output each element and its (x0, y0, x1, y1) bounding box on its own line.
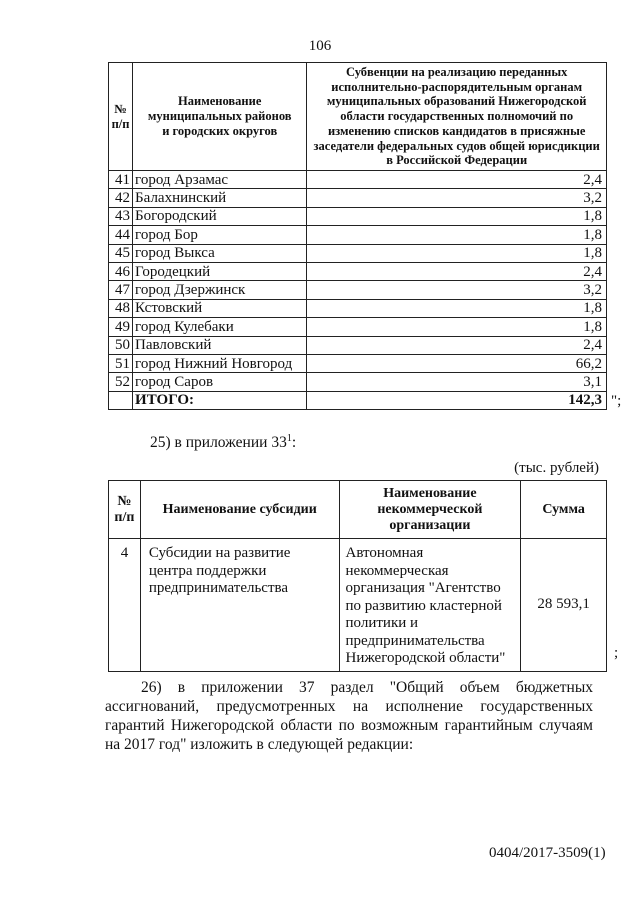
header-num: № п/п (109, 481, 141, 539)
row-subvention-value: 1,8 (307, 318, 607, 336)
row-subvention-value: 3,2 (307, 281, 607, 299)
table-row (109, 318, 607, 336)
row-district-name: Городецкий (133, 262, 307, 280)
row-num: 44 (109, 226, 133, 244)
table-header-row (109, 63, 607, 171)
row-district-name: Балахнинский (133, 189, 307, 207)
table-row (109, 207, 607, 225)
table-row (109, 354, 607, 372)
paragraph-26: 26) в приложении 37 раздел "Общий объем бюджетных ассигнований, предусмотренных на исполнение государственных гарантий Нижегородской области по возможным гарантийным случаям на 2017 год" изложить в следующей редакции: (105, 679, 593, 753)
row-num: 43 (109, 207, 133, 225)
row-num: 41 (109, 171, 133, 189)
row-district-name: город Дзержинск (133, 281, 307, 299)
table-row (109, 373, 607, 391)
row-district-name: Кстовский (133, 299, 307, 317)
row-num: 46 (109, 262, 133, 280)
row-subvention-value: 1,8 (307, 207, 607, 225)
table-row (109, 171, 607, 189)
total-row (109, 391, 607, 409)
table2-closing-semicolon: ; (614, 645, 619, 661)
total-label: ИТОГО: (133, 391, 307, 409)
table-row (109, 244, 607, 262)
table-header-row (109, 481, 607, 539)
subsidy-table (108, 480, 607, 672)
page-number: 106 (308, 38, 332, 54)
row-district-name: город Нижний Новгород (133, 354, 307, 372)
table-row (109, 189, 607, 207)
row-district-name: город Арзамас (133, 171, 307, 189)
row-subvention-value: 2,4 (307, 262, 607, 280)
row-subvention-value: 1,8 (307, 226, 607, 244)
row-num: 45 (109, 244, 133, 262)
row-organization: Автономная некоммерческая организация "Агентство по развитию кластерной политики и предпринимательства Нижегородской области" (339, 539, 521, 672)
header-num: № п/п (109, 63, 133, 171)
total-value: 142,3 (307, 391, 607, 409)
row-district-name: город Саров (133, 373, 307, 391)
header-organization: Наименование некоммерческой организации (339, 481, 521, 539)
row-district-name: Павловский (133, 336, 307, 354)
row-district-name: Богородский (133, 207, 307, 225)
row-subvention-value: 2,4 (307, 336, 607, 354)
row-num: 48 (109, 299, 133, 317)
row-num: 47 (109, 281, 133, 299)
table-row (109, 262, 607, 280)
row-subvention-value: 1,8 (307, 244, 607, 262)
header-subsidy-name: Наименование субсидии (140, 481, 339, 539)
table-row (109, 336, 607, 354)
units-label: (тыс. рублей) (514, 460, 599, 476)
table-row (109, 281, 607, 299)
row-num: 4 (109, 539, 141, 672)
header-subvention: Субвенции на реализацию переданных исполнительно-распорядительным органам муниципальных образований Нижегородской области государственных полномочий по изменению списков кандидатов в присяжные заседатели федеральных судов общей юрисдикции в Российской Федерации (307, 63, 607, 171)
row-num: 50 (109, 336, 133, 354)
total-empty-cell (109, 391, 133, 409)
row-subsidy-name: Субсидии на развитие центра поддержки предпринимательства (140, 539, 339, 672)
row-num: 42 (109, 189, 133, 207)
row-district-name: город Выкса (133, 244, 307, 262)
header-district-name: Наименование муниципальных районов и городских округов (133, 63, 307, 171)
row-num: 52 (109, 373, 133, 391)
table1-closing-quote: "; (611, 393, 622, 409)
row-subvention-value: 1,8 (307, 299, 607, 317)
row-num: 49 (109, 318, 133, 336)
row-sum: 28 593,1 (521, 539, 607, 672)
table-row (109, 226, 607, 244)
table-row (109, 299, 607, 317)
row-district-name: город Кулебаки (133, 318, 307, 336)
row-subvention-value: 3,1 (307, 373, 607, 391)
row-num: 51 (109, 354, 133, 372)
row-district-name: город Бор (133, 226, 307, 244)
table-row (109, 539, 607, 672)
row-subvention-value: 66,2 (307, 354, 607, 372)
paragraph-25: 25) в приложении $33^1$: (150, 433, 297, 452)
subvention-table (108, 62, 607, 410)
row-subvention-value: 2,4 (307, 171, 607, 189)
row-subvention-value: 3,2 (307, 189, 607, 207)
document-code: 0404/2017-3509(1) (489, 845, 606, 861)
header-sum: Сумма (521, 481, 607, 539)
